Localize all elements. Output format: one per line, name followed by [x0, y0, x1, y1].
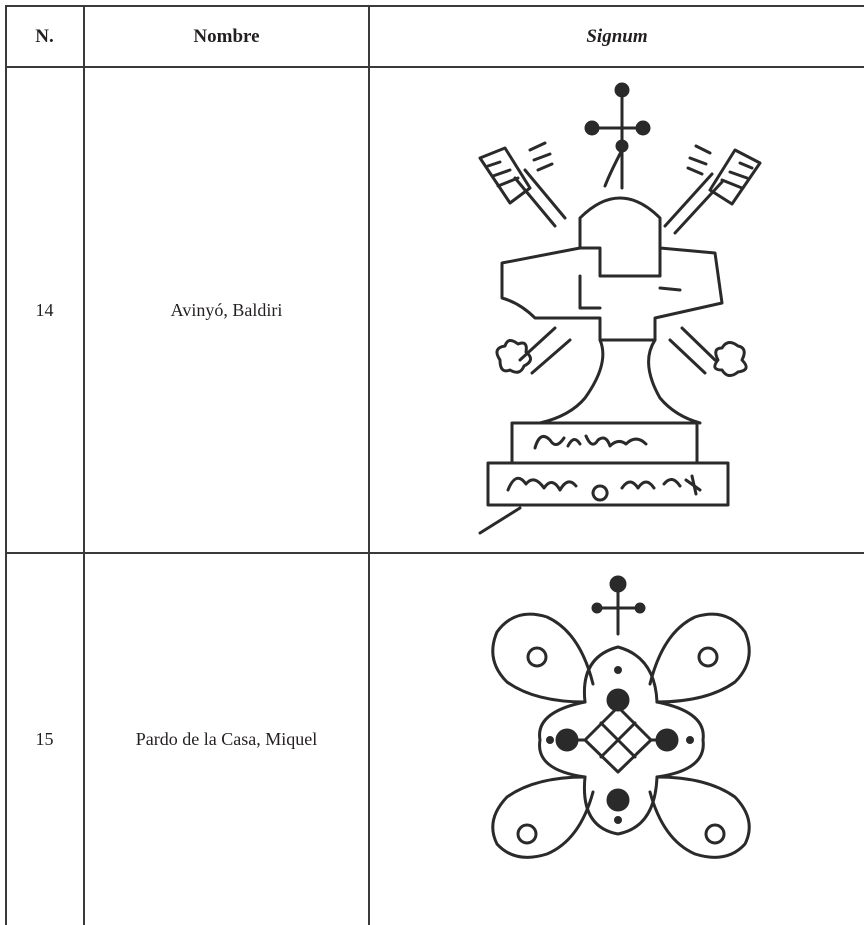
- signum-avinyo-drawing: [460, 78, 790, 538]
- signum-pardo-drawing: [485, 572, 760, 867]
- row-15-number: 15: [35, 729, 54, 749]
- header-signum: Signum: [586, 25, 648, 47]
- column-divider-2: [368, 5, 370, 925]
- header-number: N.: [35, 25, 54, 47]
- header-nombre: Nombre: [193, 25, 260, 47]
- row-14-name: Avinyó, Baldiri: [170, 299, 283, 320]
- row-14-number: 14: [35, 299, 54, 320]
- row-15-name: Pardo de la Casa, Miquel: [135, 729, 318, 749]
